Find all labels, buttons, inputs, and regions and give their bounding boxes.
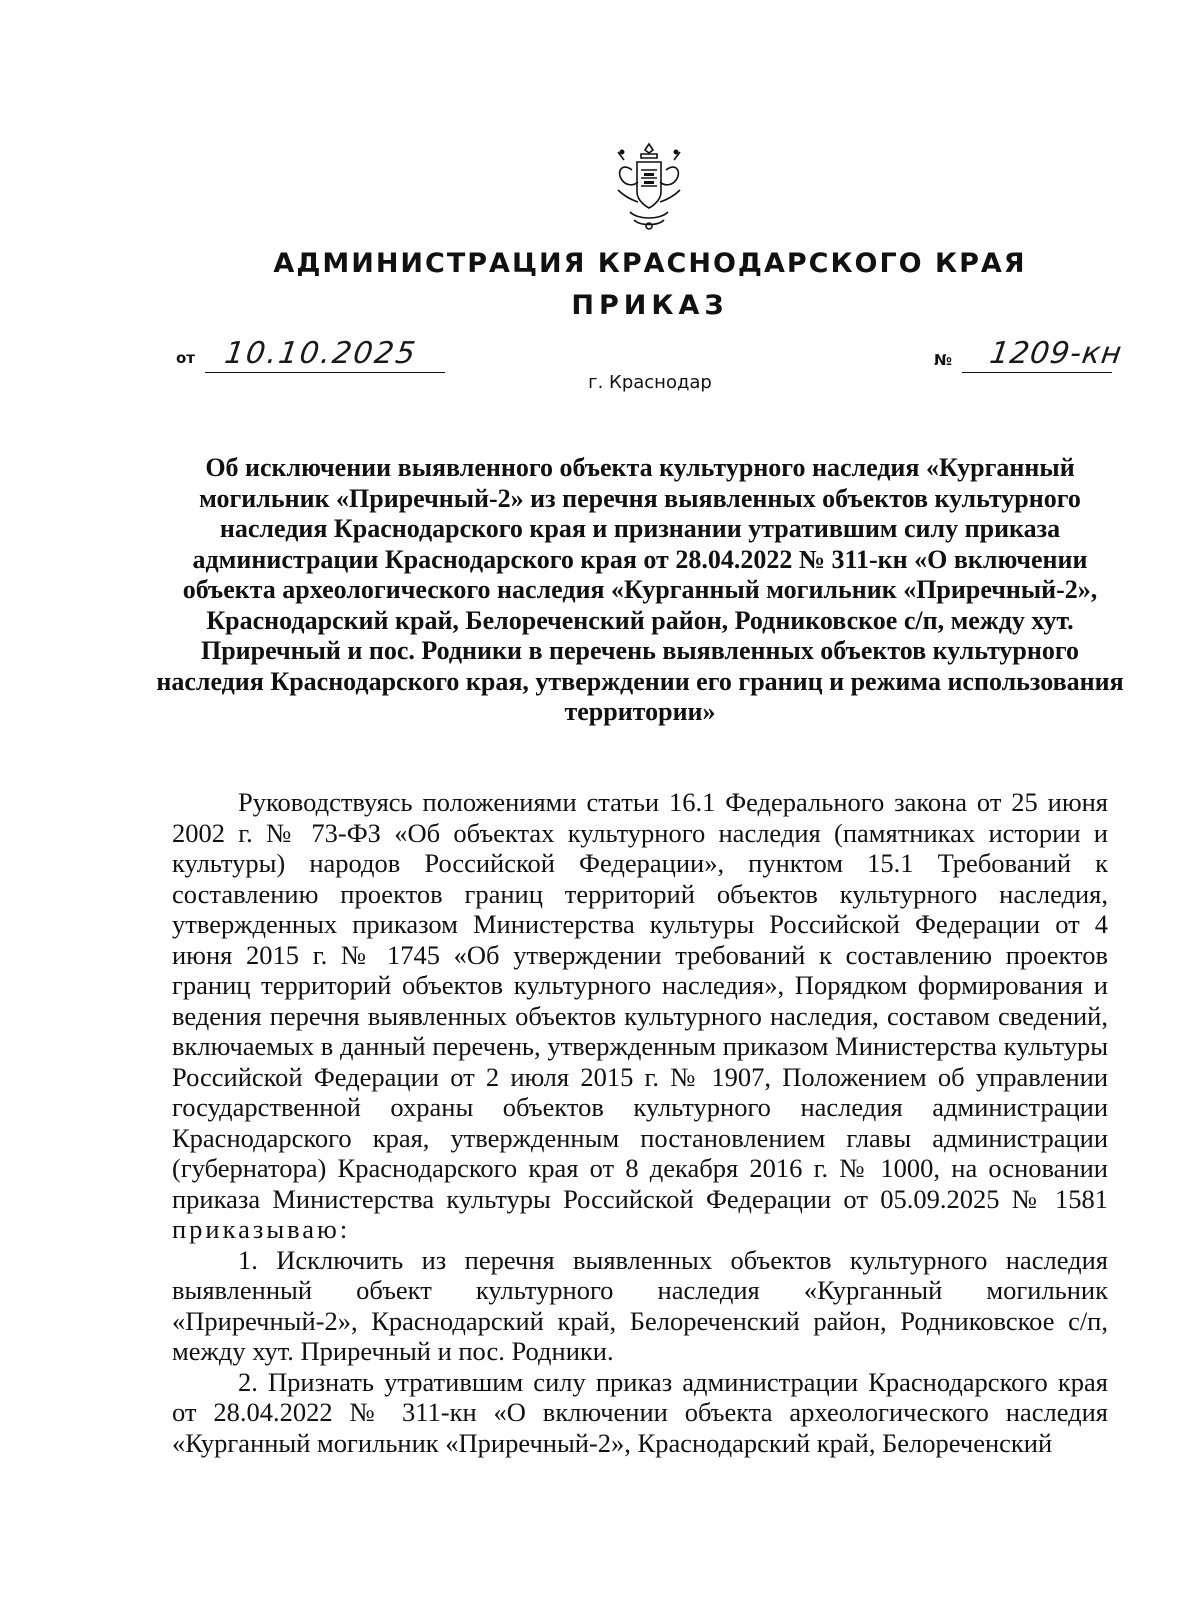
document-title: Об исключении выявленного объекта культурного наследия «Курганный могильник «Приречный-2» из перечня выявленных объектов культурного наследия Краснодарского края и признании утратившим силу приказа администрации Краснодарского края от 28.04.2022 № 311-кн «О включении объекта археологического наследия «Курганный могильник «Приречный-2», Краснодарский край, Белореченский район, Родниковское с/п, между хут. Приречный и пос. Родники в перечень выявленных объектов культурного наследия Краснодарского края, утверждении его границ и режима использования территории» bbox=[156, 453, 1124, 726]
item-1: 1. Исключить из перечня выявленных объектов культурного наследия выявленный объект культурного наследия «Курганный могильник «Приречный-2», Краснодарский край, Белореченский район, Родниковское с/п, между хут. Приречный и пос. Родники. bbox=[172, 1244, 1108, 1366]
number-underline bbox=[962, 372, 1112, 373]
document-body bbox=[172, 787, 1108, 1458]
document-type: ПРИКАЗ bbox=[571, 290, 729, 321]
handwritten-date: 10.10.2025 bbox=[222, 336, 420, 371]
order-word: приказываю: bbox=[172, 1214, 351, 1244]
date-label: от bbox=[176, 349, 195, 367]
number-label: № bbox=[934, 351, 953, 369]
item-2: 2. Признать утратившим силу приказ администрации Краснодарского края от 28.04.2022 № 311-кн «О включении объекта археологического наследия «Курганный могильник «Приречный-2», Краснодарский край, Белореченский bbox=[172, 1366, 1108, 1458]
handwritten-number: 1209-кн bbox=[987, 336, 1125, 371]
coat-of-arms-icon bbox=[610, 140, 688, 232]
preamble-text: Руководствуясь положениями статьи 16.1 Федерального закона от 25 июня 2002 г. № 73-ФЗ «Об объектах культурного наследия (памятниках истории и культуры) народов Российской Федерации», пунктом 15.1 Требований к составлению проектов границ территорий объектов культурного наследия, утвержденных приказом Министерства культуры Российской Федерации от 4 июня 2015 г. № 1745 «Об утверждении требований к составлению проектов границ территорий объектов культурного наследия», Порядком формирования и ведения перечня выявленных объектов культурного наследия, составом сведений, включаемых в данный перечень, утвержденным приказом Министерства культуры Российской Федерации от 2 июля 2015 г. № 1907, Положением об управлении государственной охраны объектов культурного наследия администрации Краснодарского края, утвержденным постановлением главы администрации (губернатора) Краснодарского края от 8 декабря 2016 г. № 1000, на основании приказа Министерства культуры Российской Федерации от 05.09.2025 № 1581 bbox=[172, 787, 1108, 1214]
issuing-authority: АДМИНИСТРАЦИЯ КРАСНОДАРСКОГО КРАЯ bbox=[273, 248, 1027, 279]
city: г. Краснодар bbox=[588, 372, 712, 393]
preamble-paragraph bbox=[172, 787, 1108, 1245]
